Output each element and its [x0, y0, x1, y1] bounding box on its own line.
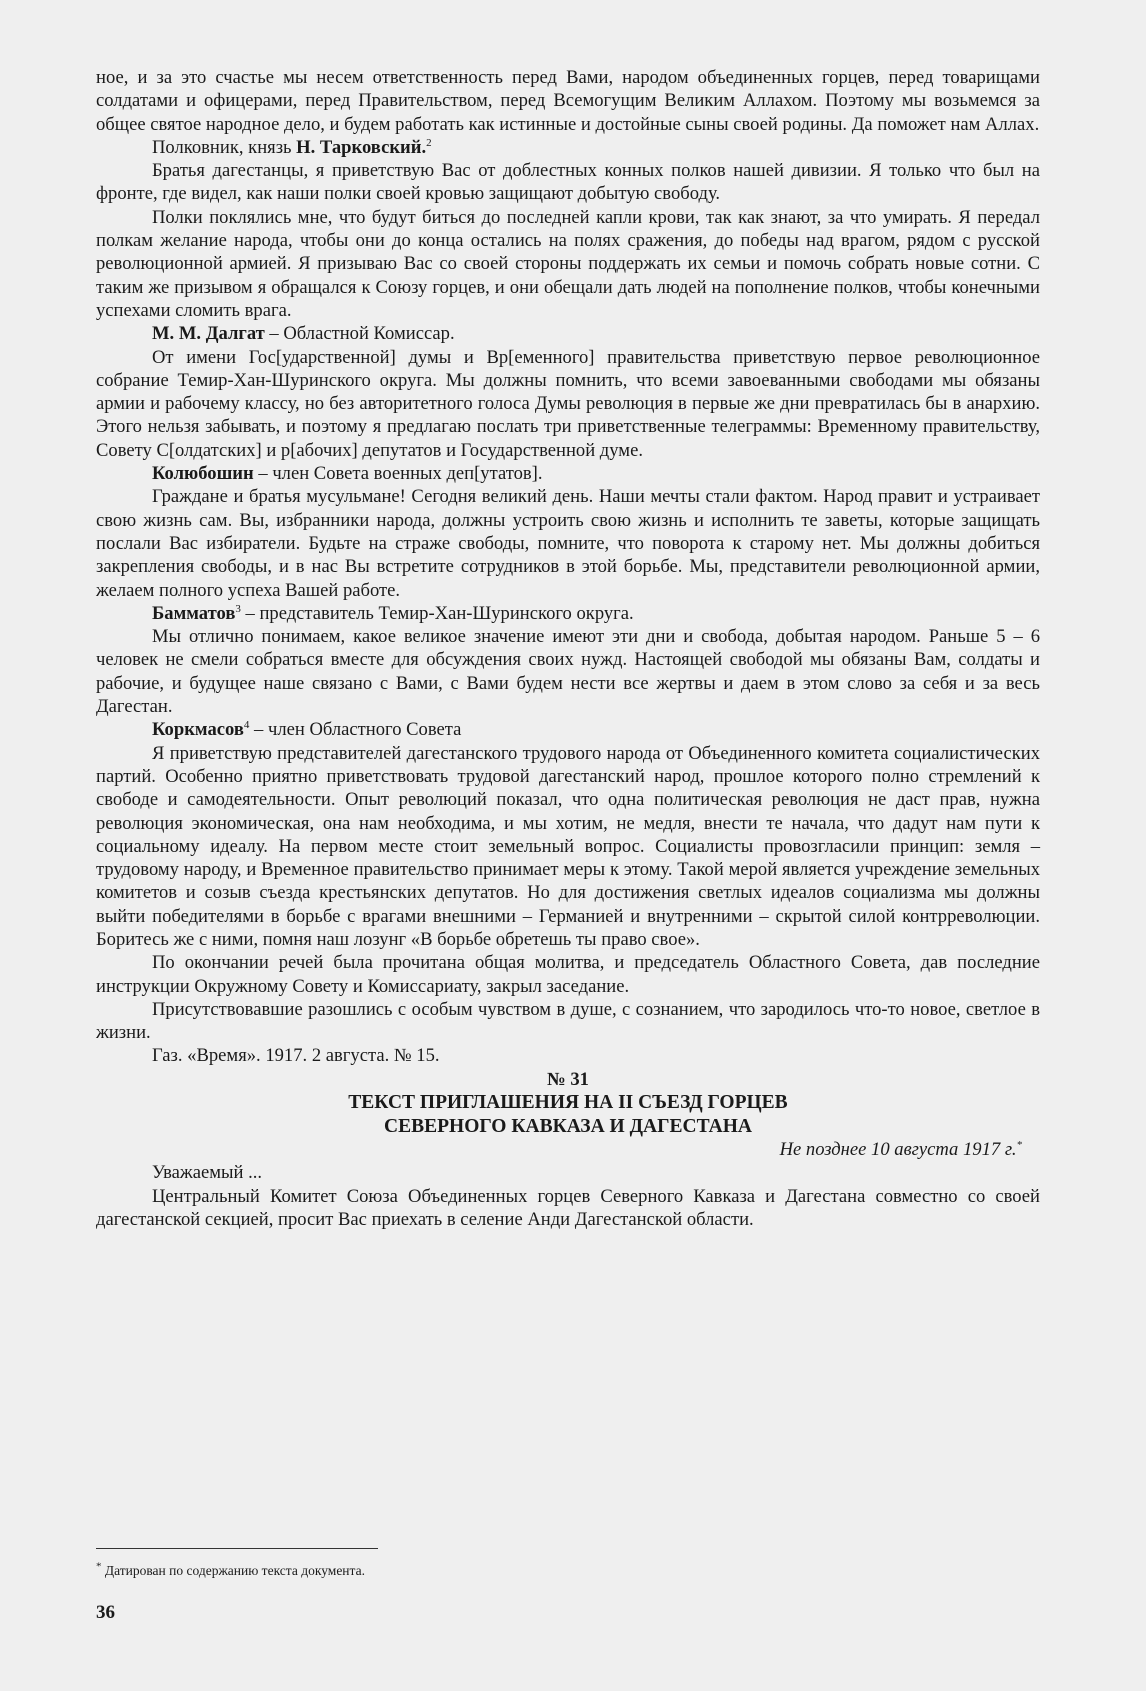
date-text: Не позднее 10 августа 1917 г. — [779, 1139, 1017, 1161]
speaker-line — [96, 322, 1040, 345]
footnote-ref: 4 — [243, 719, 250, 732]
speaker-role: – член Совета военных деп[утатов]. — [253, 463, 543, 485]
paragraph: Полки поклялись мне, что будут биться до последней капли крови, так как знают, за что умирать. Я передал полкам желание народа, чтобы они до конца остались на полях сражения, до победы над врагом, рядом с русской революционной армией. Я призываю Вас со своей стороны поддержать их семьи и помочь собрать новые сотни. С таким же призывом я обращался к Союзу горцев, и они обещали дать людей на пополнение полков, чтобы конечными успехами сломить врага. — [96, 206, 1040, 321]
document-date — [96, 1138, 1040, 1161]
speaker-role: – Областной Комиссар. — [264, 323, 455, 345]
paragraph: От имени Гос[ударственной] думы и Вр[еменного] правительства приветствую первое революционное собрание Темир-Хан-Шуринского округа. Мы должны помнить, что всеми завоеванными свободами мы обязаны армии и рабочему классу, но без авторитетного голоса Думы революция в первые же дни превратилась бы в анархию. Этого нельзя забывать, и поэтому я предлагаю послать три приветственные телеграммы: Временному правительству, Совету С[олдатских] и р[абочих] депутатов и Государственной думе. — [96, 346, 1040, 461]
speaker-line — [96, 718, 1040, 741]
speaker-role: – представитель Темир-Хан-Шуринского округа. — [240, 602, 634, 624]
speaker-line — [96, 602, 1040, 625]
footnote-mark: * — [96, 1560, 102, 1573]
paragraph: Граждане и братья мусульмане! Сегодня великий день. Наши мечты стали фактом. Народ правит и устраивает свою жизнь сам. Вы, избранники народа, должны устроить свою жизнь и исполнить те заветы, которые защищать послали Вас избиратели. Будьте на страже свободы, помните, что поворота к старому нет. Мы должны добиться закрепления свободы, и в нас Вы встретите сотрудников в этой борьбе. Мы, представители революционной армии, желаем полного успеха Вашей работе. — [96, 486, 1040, 601]
footnote-ref: 2 — [426, 136, 432, 149]
page-number: 36 — [96, 1602, 115, 1623]
footnote-divider — [96, 1548, 378, 1549]
speaker-name: М. М. Далгат — [152, 323, 265, 345]
speaker-role: – член Областного Совета — [249, 719, 462, 741]
speaker-name: Колюбошин — [152, 463, 254, 485]
paragraph: Братья дагестанцы, я приветствую Вас от доблестных конных полков нашей дивизии. Я только что был на фронте, где видел, как наши полки своей кровью защищают добытую свободу. — [96, 160, 1040, 205]
speaker-prefix: Полковник, князь — [152, 136, 297, 158]
source-citation: Газ. «Время». 1917. 2 августа. № 15. — [152, 1045, 440, 1067]
speaker-line — [96, 462, 1040, 485]
footnote-text: Датирован по содержанию текста документа. — [101, 1563, 365, 1578]
paragraph: По окончании речей была прочитана общая молитва, и председатель Областного Совета, дав последние инструкции Окружному Совету и Комиссариату, закрыл заседание. — [96, 952, 1040, 997]
paragraph: Присутствовавшие разошлись с особым чувством в душе, с сознанием, что зародилось что-то новое, светлое в жизни. — [96, 998, 1040, 1044]
speaker-name: Коркмасов — [152, 719, 244, 741]
salutation: Уважаемый ... — [152, 1162, 263, 1184]
document-number: № 31 — [547, 1068, 589, 1090]
speaker-name: Н. Тарковский. — [296, 136, 427, 158]
speaker-name: Бамматов — [152, 602, 236, 624]
paragraph: Мы отлично понимаем, какое великое значение имеют эти дни и свобода, добытая народом. Раньше 5 – 6 человек не смели собраться вместе для обсуждения своих нужд. Настоящей свободой мы обязаны Вам, солдаты и рабочие, и будущее наше связано с Вами, с Вами будем нести все жертвы и даем в этом слово за себя и за весь Дагестан. — [96, 626, 1040, 718]
paragraph: ное, и за это счастье мы несем ответственность перед Вами, народом объединенных горцев, перед товарищами солдатами и офицерами, перед Правительством, перед Всемогущим Великим Аллахом. Поэтому мы возьмемся за общее святое народное дело, и будем работать как истинные и достойные сыны своей родины. Да поможет нам Аллах. — [96, 67, 1040, 135]
document-title-line: СЕВЕРНОГО КАВКАЗА И ДАГЕСТАНА — [384, 1115, 752, 1137]
document-title-line: ТЕКСТ ПРИГЛАШЕНИЯ НА II СЪЕЗД ГОРЦЕВ — [348, 1092, 788, 1114]
speaker-line — [96, 136, 1040, 159]
paragraph: Я приветствую представителей дагестанского трудового народа от Объединенного комитета социалистических партий. Особенно приятно приветствовать трудовой дагестанский народ, прошлое которого полно стремлений к свободе и самодеятельности. Опыт революций показал, что одна политическая революция не даст прав, нужна революция экономическая, она нам необходима, и мы хотим, не медля, внести те начала, что дадут нам пути к социальному идеалу. На первом месте стоит земельный вопрос. Социалисты провозгласили принцип: земля – трудовому народу, и Временное правительство принимает меры к этому. Такой мерой является учреждение земельных комитетов и созыв съезда крестьянских депутатов. Но для достижения светлых идеалов социализма мы должны выйти победителями в борьбе с врагами внешними – Германией и внутренними – скрытой силой контрреволюции. Боритесь же с ними, помня наш лозунг «В борьбе обретешь ты право свое». — [96, 742, 1040, 950]
main-text — [96, 66, 1040, 1231]
footnote-ref: 3 — [235, 602, 241, 615]
footnote — [96, 1562, 365, 1579]
paragraph: Центральный Комитет Союза Объединенных горцев Северного Кавказа и Дагестана совместно со своей дагестанской секцией, просит Вас приехать в селение Анди Дагестанской области. — [96, 1185, 1040, 1230]
footnote-ref: * — [1016, 1138, 1022, 1151]
